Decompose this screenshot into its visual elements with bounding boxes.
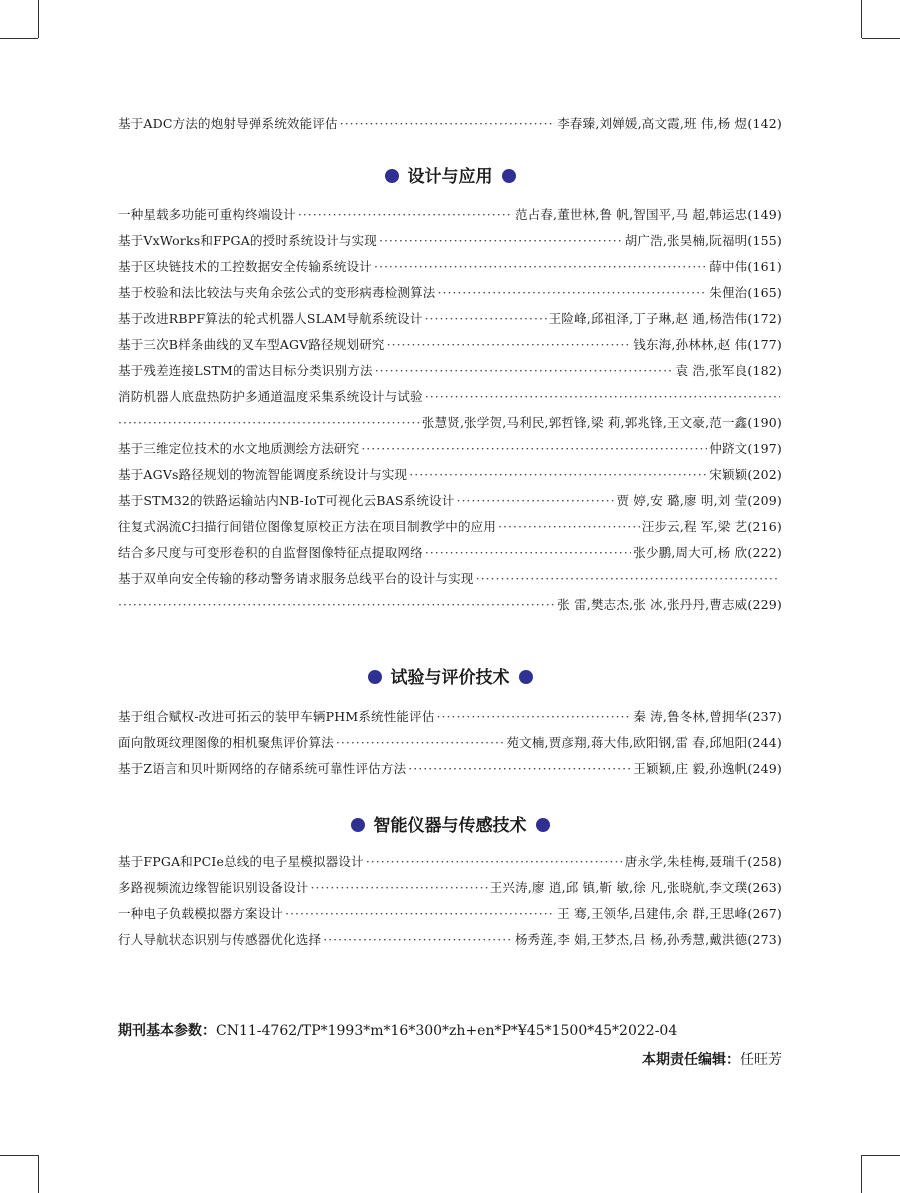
leader-dots [425,389,780,404]
entry-page: (161) [747,259,782,274]
leader-dots [361,441,707,456]
entry-page: (258) [747,854,782,869]
leader-dots [285,906,555,921]
toc-entry[interactable] [118,114,782,140]
editor-value: 任旺芳 [740,1052,782,1068]
toc-entry[interactable] [118,231,782,257]
entry-authors: 秦 涛,鲁冬林,曾拥华 [633,709,748,724]
entry-page: (149) [747,207,782,222]
entry-authors: 钱东海,孙林林,赵 伟 [633,337,748,352]
crop-mark [38,1155,39,1193]
leader-dots [323,932,513,947]
entry-title: 基于校验和法比较法与夹角余弦公式的变形病毒检测算法 [118,285,436,300]
entry-title: 基于组合赋权-改进可拓云的装甲车辆PHM系统性能评估 [118,709,435,724]
toc-entry-continued[interactable] [118,595,782,621]
entry-authors: 汪步云,程 军,梁 艺 [641,519,748,534]
entry-page: (249) [747,761,782,776]
entry-title: 一种星载多功能可重构终端设计 [118,207,296,222]
entry-title: 基于AGVs路径规划的物流智能调度系统设计与实现 [118,467,408,482]
entry-page: (244) [747,735,782,750]
toc-entry[interactable] [118,465,782,491]
entry-authors: 王颖颖,庄 毅,孙逸帆 [633,761,748,776]
section-heading-text: 试验与评价技术 [390,668,510,688]
bullet-icon [368,670,382,684]
toc-section-testing [118,707,782,785]
entry-page: (165) [747,285,782,300]
entry-page: (216) [747,519,782,534]
entry-authors: 张 雷,樊志杰,张 冰,张丹丹,曹志威 [557,597,748,612]
entry-title: 结合多尺度与可变形卷积的自监督图像特征点提取网络 [118,545,423,560]
entry-authors: 唐永学,朱桂梅,聂瑞千 [624,854,748,869]
entry-title: 基于STM32的铁路运输站内NB-IoT可视化云BAS系统设计 [118,493,455,508]
crop-mark [861,1155,862,1193]
entry-title: 基于双单向安全传输的移动警务请求服务总线平台的设计与实现 [118,571,474,586]
entry-authors: 杨秀莲,李 娟,王梦杰,吕 杨,孙秀慧,戴洪德 [514,932,748,947]
section-heading-text: 智能仪器与传感技术 [373,816,527,836]
toc-top [118,114,782,140]
bullet-icon [351,818,365,832]
journal-params [118,1020,677,1040]
toc-section-design [118,205,782,621]
entry-authors: 苑文楠,贾彦翔,蒋大伟,欧阳钢,雷 春,邱旭阳 [506,735,748,750]
crop-mark [862,1155,900,1156]
entry-title: 多路视频流边缘智能识别设备设计 [118,880,309,895]
entry-title: 往复式涡流C扫描行间错位图像复原校正方法在项目制教学中的应用 [118,519,497,534]
crop-mark [861,0,862,38]
section-heading [118,162,782,187]
entry-page: (237) [747,709,782,724]
entry-page: (197) [747,441,782,456]
entry-title: 基于Z语言和贝叶斯网络的存储系统可靠性评估方法 [118,761,407,776]
entry-authors: 朱俚治 [709,285,748,300]
entry-title: 行人导航状态识别与传感器优化选择 [118,932,322,947]
entry-authors: 宋颖颖 [709,467,748,482]
toc-entry[interactable] [118,759,782,785]
toc-entry[interactable] [118,361,782,387]
entry-page: (273) [747,932,782,947]
toc-entry[interactable] [118,491,782,517]
entry-page: (267) [747,906,782,921]
leader-dots [298,207,513,222]
editor-label: 本期责任编辑： [642,1052,740,1068]
responsible-editor [642,1049,782,1069]
toc-entry[interactable] [118,387,782,413]
leader-dots [374,259,707,274]
toc-entry[interactable] [118,309,782,335]
leader-dots [340,116,556,131]
toc-entry[interactable] [118,257,782,283]
entry-authors: 薛中伟 [709,259,748,274]
entry-title: 基于区块链技术的工控数据安全传输系统设计 [118,259,373,274]
entry-authors: 范占春,董世林,鲁 帆,智国平,马 超,韩运忠 [514,207,748,222]
entry-authors: 袁 浩,张军良 [675,363,748,378]
entry-title: 基于FPGA和PCIe总线的电子星模拟器设计 [118,854,364,869]
crop-mark [0,1155,38,1156]
leader-dots [425,545,631,560]
entry-page: (190) [747,415,782,430]
entry-title: 一种电子负载模拟器方案设计 [118,906,284,921]
entry-title: 基于VxWorks和FPGA的授时系统设计与实现 [118,233,377,248]
entry-page: (209) [747,493,782,508]
leader-dots [456,493,614,508]
leader-dots [408,761,631,776]
toc-entry-continued[interactable] [118,413,782,439]
leader-dots [498,519,640,534]
leader-dots [379,233,623,248]
entry-page: (142) [747,116,782,131]
leader-dots [476,571,780,586]
entry-title: 基于三次B样条曲线的叉车型AGV路径规划研究 [118,337,385,352]
entry-authors: 王险峰,邱祖泽,丁子琳,赵 通,杨浩伟 [548,311,748,326]
entry-title: 基于ADC方法的炮射导弹系统效能评估 [118,116,338,131]
crop-mark [38,0,39,38]
bullet-icon [519,670,533,684]
leader-dots [311,880,488,895]
bullet-icon [536,818,550,832]
leader-dots [409,467,707,482]
entry-page: (202) [747,467,782,482]
section-heading-text: 设计与应用 [407,167,493,187]
leader-dots [425,311,547,326]
leader-dots [375,363,674,378]
leader-dots [118,415,420,430]
entry-authors: 贾 婷,安 璐,廖 明,刘 莹 [616,493,748,508]
crop-mark [0,38,38,39]
entry-title: 消防机器人底盘热防护多通道温度采集系统设计与试验 [118,389,423,404]
entry-title: 基于改进RBPF算法的轮式机器人SLAM导航系统设计 [118,311,423,326]
entry-title: 基于残差连接LSTM的雷达目标分类识别方法 [118,363,373,378]
entry-authors: 王兴涛,廖 逍,邱 镇,靳 敏,徐 凡,张晓航,李文璞 [489,880,748,895]
entry-authors: 张少鹏,周大可,杨 欣 [633,545,748,560]
toc-entry[interactable] [118,205,782,231]
entry-page: (263) [747,880,782,895]
entry-page: (172) [747,311,782,326]
leader-dots [336,735,505,750]
toc-entry[interactable] [118,335,782,361]
entry-authors: 胡广浩,张昊楠,阮福明 [624,233,748,248]
params-label: 期刊基本参数： [118,1023,216,1039]
toc-entry[interactable] [118,878,782,904]
section-heading [118,663,782,688]
toc-entry[interactable] [118,733,782,759]
leader-dots [437,709,632,724]
entry-authors: 王 骞,王领华,吕建伟,余 群,王思峰 [557,906,748,921]
toc-entry[interactable] [118,569,782,595]
entry-title: 基于三维定位技术的水文地质测绘方法研究 [118,441,360,456]
bullet-icon [502,169,516,183]
entry-page: (177) [747,337,782,352]
leader-dots [387,337,632,352]
params-value: CN11-4762/TP*1993*m*16*300*zh+en*P*¥45*1500*45*2022-04 [216,1023,678,1039]
section-heading [118,811,782,836]
entry-authors: 张慧贤,张学贺,马利民,郭哲锋,梁 莉,郭兆锋,王文豪,范一鑫 [421,415,748,430]
toc-entry[interactable] [118,543,782,569]
entry-page: (182) [747,363,782,378]
entry-page: (222) [747,545,782,560]
leader-dots [118,597,555,612]
toc-entry[interactable] [118,904,782,930]
entry-page: (155) [747,233,782,248]
toc-section-instruments [118,852,782,956]
leader-dots [438,285,708,300]
toc-entry[interactable] [118,930,782,956]
entry-page: (229) [747,597,782,612]
toc-entry[interactable] [118,517,782,543]
toc-entry[interactable] [118,707,782,733]
entry-title: 面向散斑纹理图像的相机聚焦评价算法 [118,735,334,750]
entry-authors: 李春臻,刘婵媛,高文霞,班 伟,杨 煜 [557,116,748,131]
toc-entry[interactable] [118,439,782,465]
leader-dots [366,854,623,869]
bullet-icon [385,169,399,183]
toc-entry[interactable] [118,283,782,309]
crop-mark [862,38,900,39]
entry-authors: 仲跻文 [709,441,748,456]
toc-entry[interactable] [118,852,782,878]
